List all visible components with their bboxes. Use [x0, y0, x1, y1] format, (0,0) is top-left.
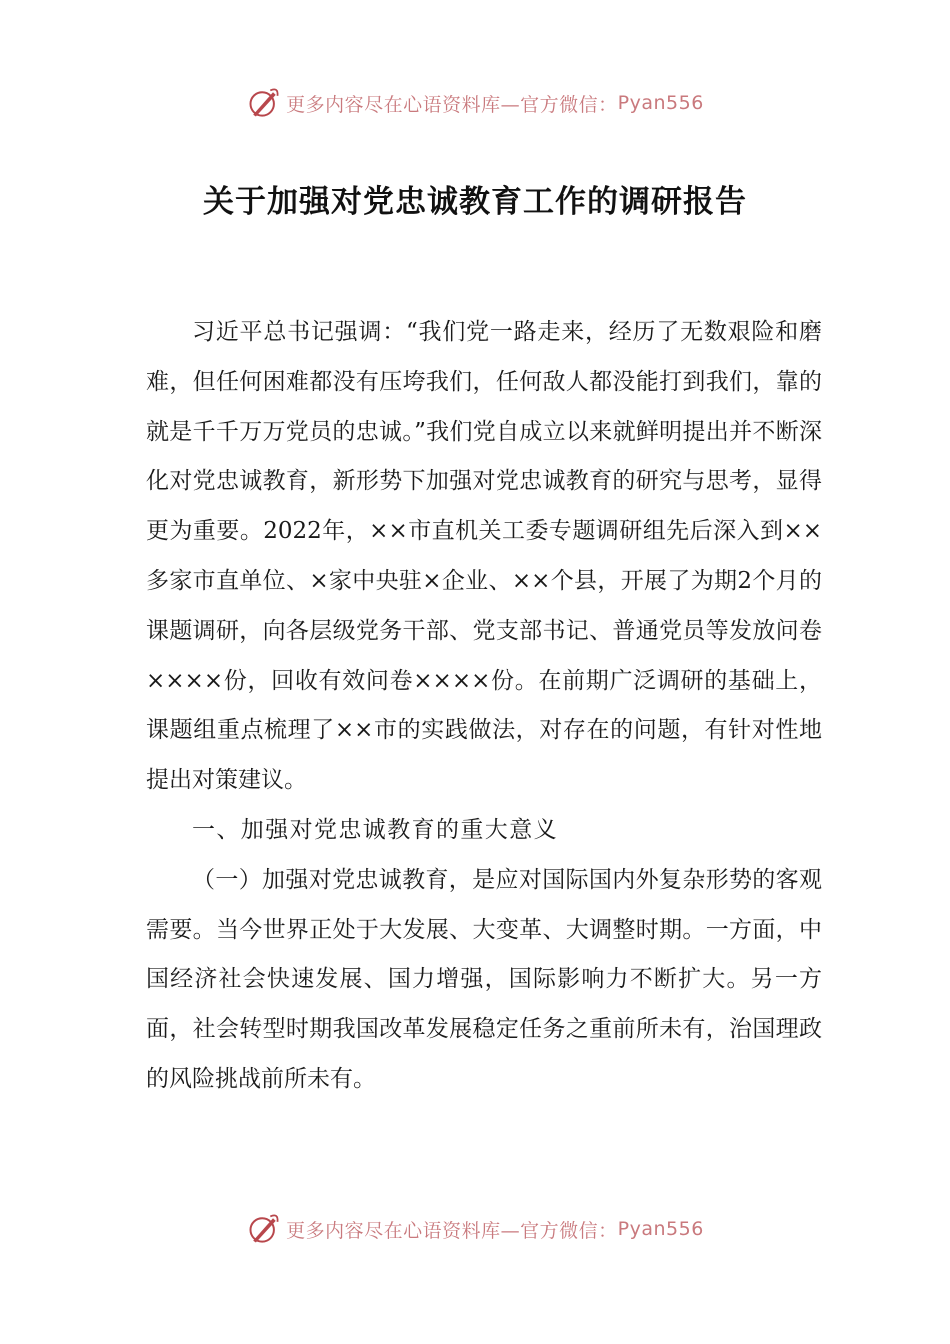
header-watermark	[0, 83, 950, 123]
quill-logo-icon	[246, 1211, 282, 1247]
watermark-text: 更多内容尽在心语资料库—官方微信：	[286, 1219, 618, 1242]
section-heading-1: 一、加强对党忠诚教育的重大意义	[192, 816, 558, 843]
paragraph-intro: 习近平总书记强调：“我们党一路走来，经历了无数艰险和磨难，但任何困难都没有压垮我们，任何敌人都没能打到我们，靠的就是千千万万党员的忠诚。”我们党自成立以来就鲜明提出并不断深化对党忠诚教育，新形势下加强对党忠诚教育的研究与思考，显得更为重要。2022年，××市直机关工委专题调研组先后深入到××多家市直单位、×家中央驻×企业、××个县，开展了为期2个月的课题调研，向各层级党务干部、党支部书记、普通党员等发放问卷××××份，回收有效问卷××××份。在前期广泛调研的基础上，课题组重点梳理了××市的实践做法，对存在的问题，有针对性地提出对策建议。	[146, 319, 822, 794]
footer-watermark	[0, 1209, 950, 1249]
watermark-text: 更多内容尽在心语资料库—官方微信：	[286, 93, 618, 116]
paragraph-subsection-1: （一）加强对党忠诚教育，是应对国际国内外复杂形势的客观需要。当今世界正处于大发展、大变革、大调整时期。一方面，中国经济社会快速发展、国力增强，国际影响力不断扩大。另一方面，社会转型时期我国改革发展稳定任务之重前所未有，治国理政的风险挑战前所未有。	[146, 866, 822, 1092]
watermark-wechat-id: Pyan556	[617, 92, 704, 114]
quill-logo-icon	[246, 85, 282, 121]
document-title: 关于加强对党忠诚教育工作的调研报告	[203, 184, 747, 220]
document-body	[146, 308, 822, 1105]
watermark-wechat-id: Pyan556	[617, 1218, 704, 1240]
